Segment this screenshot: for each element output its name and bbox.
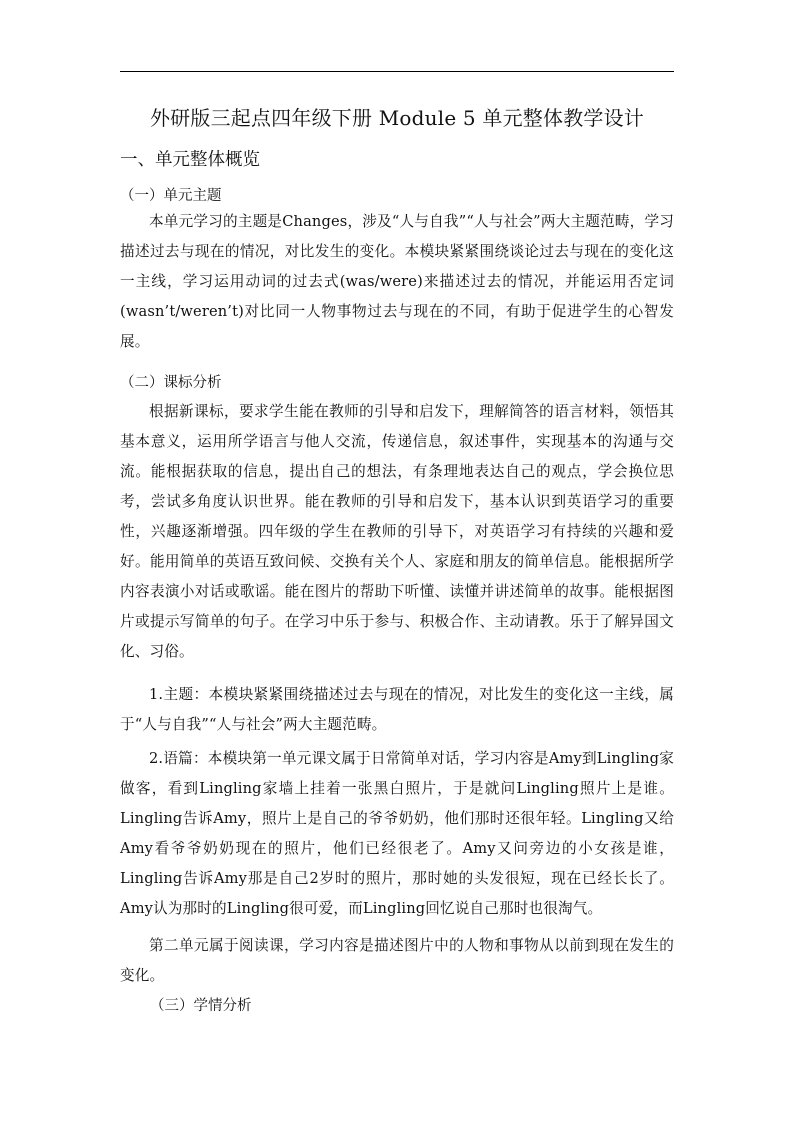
paragraph-theme-point: 1.主题：本模块紧紧围绕描述过去与现在的情况，对比发生的变化这一主线，属于“人与自我”“人与社会”两大主题范畴。: [120, 686, 674, 733]
subsection-heading-learner-analysis: （三）学情分析: [150, 998, 252, 1014]
paragraph-unit-two: 第二单元属于阅读课，学习内容是描述图片中的人物和事物从以前到现在发生的变化。: [120, 937, 674, 984]
subsection-heading-unit-theme: （一）单元主题: [120, 188, 222, 204]
document-title: 外研版三起点四年级下册 Module 5 单元整体教学设计: [149, 106, 645, 130]
section-heading-overview: 一、单元整体概览: [120, 150, 260, 170]
header-rule: [120, 71, 674, 72]
paragraph-curriculum-standards: 根据新课标，要求学生能在教师的引导和启发下，理解简答的语言材料，领悟其基本意义，运用所学语言与他人交流，传递信息，叙述事件，实现基本的沟通与交流。能根据获取的信息，提出自己的想法，有条理地表达自己的观点，学会换位思考，尝试多角度认识世界。能在教师的引导和启发下，基本认识到英语学习的重要性，兴趣逐渐增强。四年级的学生在教师的引导下，对英语学习有持续的兴趣和爱好。能用简单的英语互致问候、交换有关个人、家庭和朋友的简单信息。能根据所学内容表演小对话或歌谣。能在图片的帮助下听懂、读懂并讲述简单的故事。能根据图片或提示写简单的句子。在学习中乐于参与、积极合作、主动请教。乐于了解异国文化、习俗。: [120, 403, 674, 660]
subsection-heading-curriculum-analysis: （二）课标分析: [120, 375, 222, 391]
paragraph-unit-theme: 本单元学习的主题是Changes，涉及“人与自我”“人与社会”两大主题范畴，学习描述过去与现在的情况，对比发生的变化。本模块紧紧围绕谈论过去与现在的变化这一主线，学习运用动词的过去式(was/were)来描述过去的情况，并能运用否定词(wasn’t/weren’t)对比同一人物事物过去与现在的不同，有助于促进学生的心智发展。: [120, 213, 674, 350]
paragraph-discourse-point: 2.语篇：本模块第一单元课文属于日常简单对话，学习内容是Amy到Lingling家做客，看到Lingling家墙上挂着一张黑白照片，于是就问Lingling照片上是谁。Lingling告诉Amy，照片上是自己的爷爷奶奶，他们那时还很年轻。Lingling又给Amy看爷爷奶奶现在的照片，他们已经很老了。Amy又问旁边的小女孩是谁，Lingling告诉Amy那是自己2岁时的照片，那时她的头发很短，现在已经长长了。Amy认为那时的Lingling很可爱，而Lingling回忆说自己那时也很淘气。: [120, 750, 674, 917]
